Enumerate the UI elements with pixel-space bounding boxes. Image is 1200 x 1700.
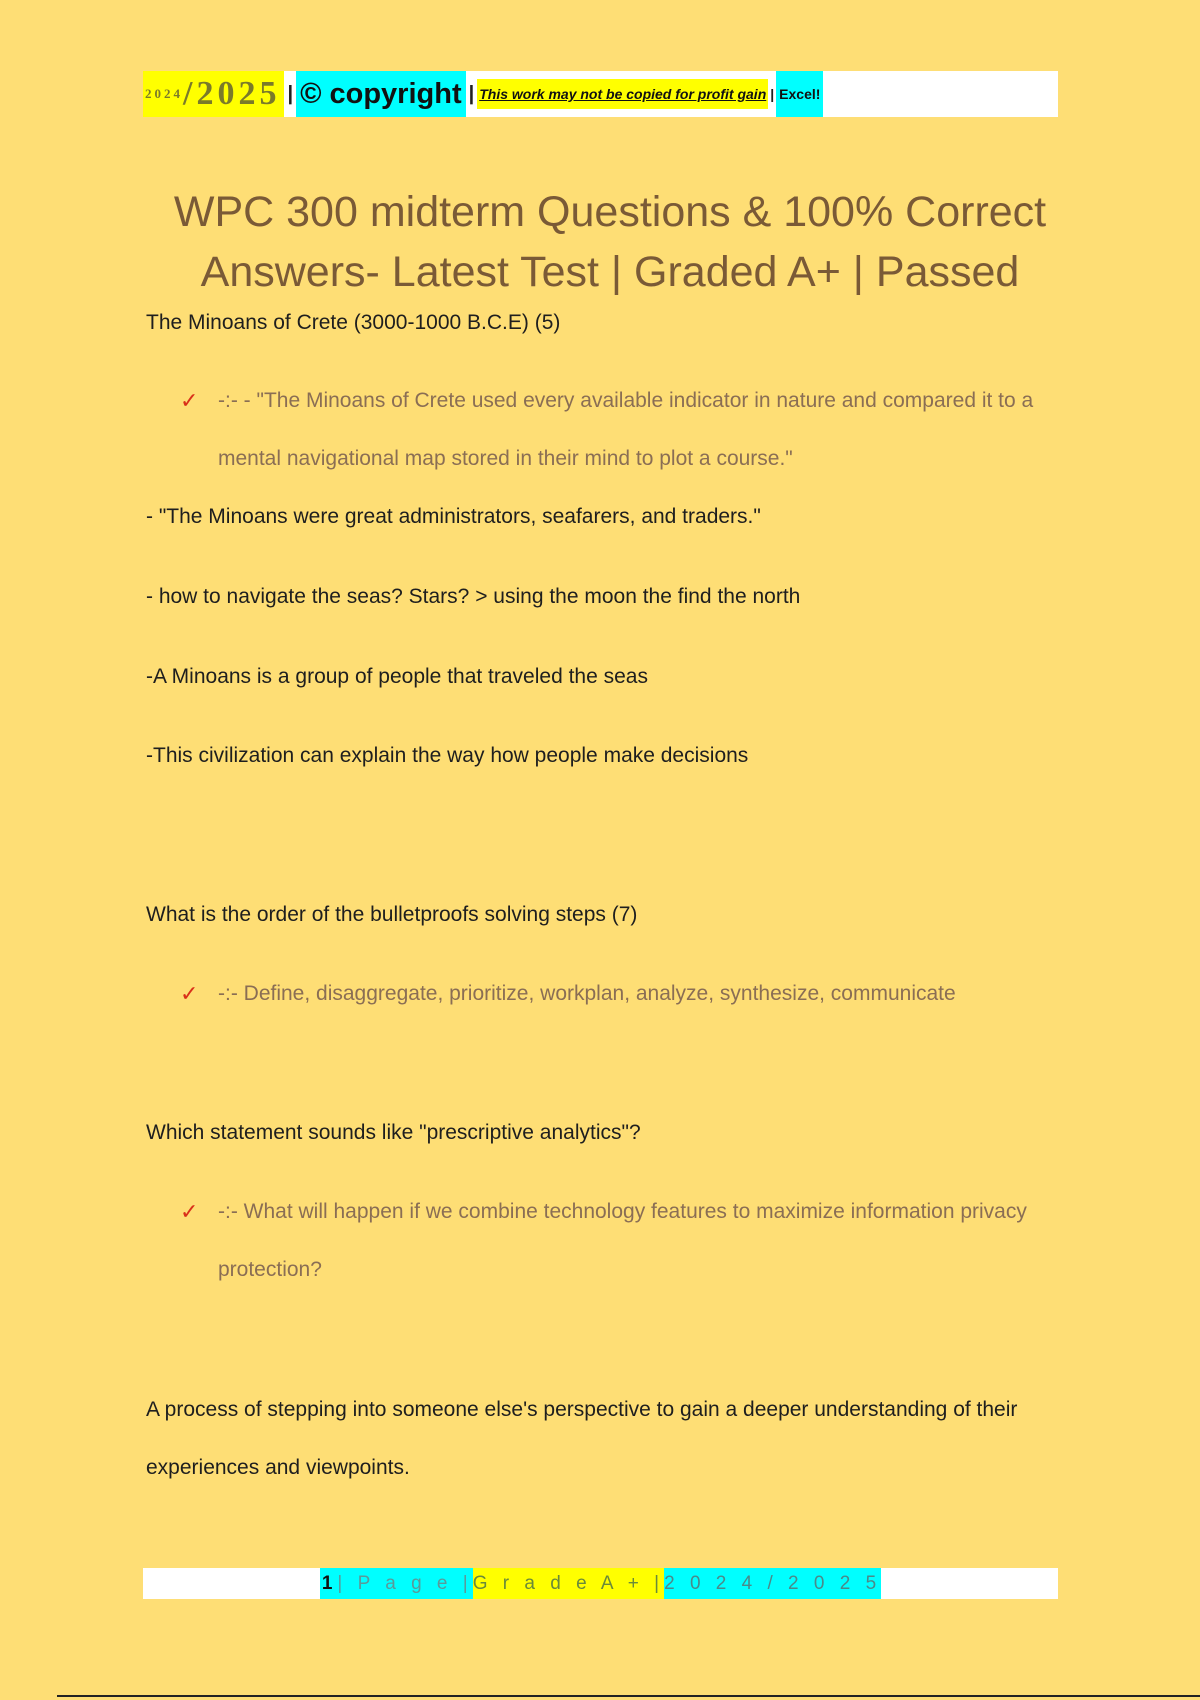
page-bottom-rule (57, 1695, 1200, 1697)
header-year-small: 2024 (145, 86, 183, 101)
header-year-big: /2025 (183, 75, 281, 112)
header-notice: This work may not be copied for profit gain (477, 79, 768, 109)
footer-year: 2 0 2 4 / 2 0 2 5 (664, 1568, 881, 1599)
header-separator: | (287, 82, 294, 105)
document-title: WPC 300 midterm Questions & 100% Correct Answers- Latest Test | Graded A+ | Passed (173, 188, 1047, 296)
header-separator: | (770, 86, 775, 102)
answer-bulletproof-steps (180, 965, 1060, 1023)
note-line: - "The Minoans were great administrators, seafarers, and traders." (146, 505, 761, 528)
question-minoans: The Minoans of Crete (3000-1000 B.C.E) (5) (146, 311, 561, 334)
header-excel: Excel! (776, 71, 823, 117)
check-icon: ✓ (180, 981, 199, 1006)
question-bulletproof-steps: What is the order of the bulletproofs solving steps (7) (146, 903, 638, 926)
footer-grade: G r a d e A + | (473, 1568, 664, 1599)
note-line: -This civilization can explain the way how people make decisions (146, 744, 749, 767)
header-banner (143, 71, 1058, 117)
answer-text: -:- Define, disaggregate, prioritize, workplan, analyze, synthesize, communicate (218, 982, 956, 1005)
note-line: - how to navigate the seas? Stars? > using the moon the find the north (146, 585, 801, 608)
header-copyright: © copyright (296, 71, 466, 117)
footer-banner (143, 1568, 1058, 1599)
check-icon: ✓ (180, 388, 199, 413)
header-year (143, 71, 284, 117)
footer-page-number: 1 (320, 1568, 338, 1599)
answer-text: -:- - "The Minoans of Crete used every available indicator in nature and compared it to a mental navigational map stored in their mind to plot a course." (218, 389, 1034, 470)
answer-prescriptive-analytics (180, 1183, 1060, 1299)
check-icon: ✓ (180, 1199, 199, 1224)
note-line: -A Minoans is a group of people that traveled the seas (146, 665, 648, 688)
answer-minoans (180, 372, 1060, 488)
question-prescriptive-analytics: Which statement sounds like "prescriptive analytics"? (146, 1121, 641, 1144)
question-perspective-taking: A process of stepping into someone else's perspective to gain a deeper understanding of their experiences and viewpoints. (146, 1398, 1018, 1479)
footer-page-label: | P a g e | (337, 1568, 472, 1599)
header-separator: | (468, 82, 475, 105)
answer-text: -:- What will happen if we combine technology features to maximize information privacy protection? (218, 1200, 1027, 1281)
